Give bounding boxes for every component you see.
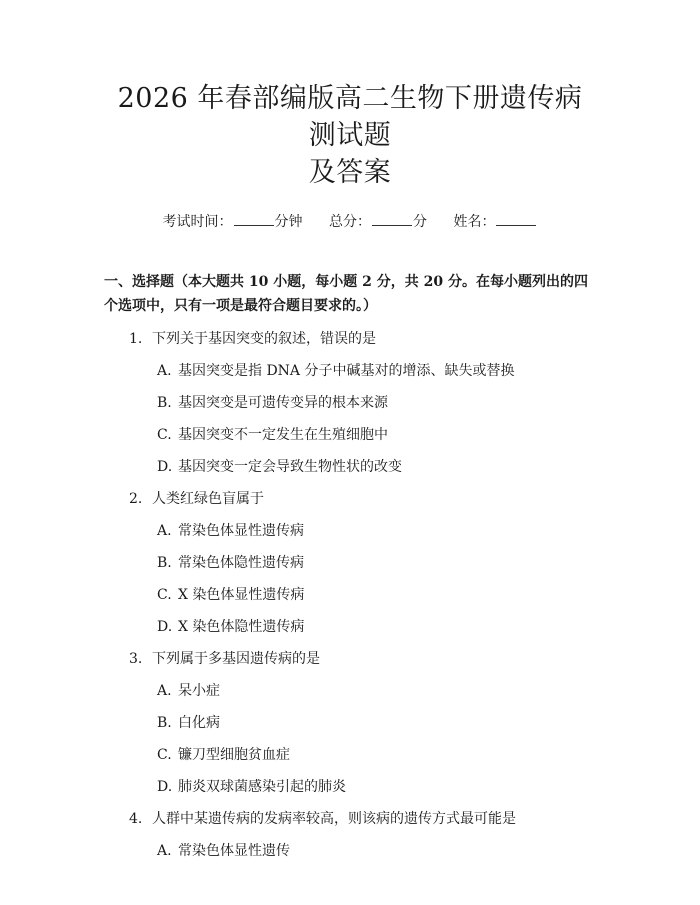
option-1-d[interactable] — [104, 457, 596, 478]
question-text: 人群中某遗传病的发病率较高，则该病的遗传方式最可能是 — [152, 811, 516, 827]
question-4 — [104, 809, 596, 830]
option-text: 常染色体显性遗传 — [178, 843, 290, 859]
option-letter: D. — [157, 459, 173, 475]
student-name-blank[interactable] — [496, 213, 536, 226]
option-text: X 染色体隐性遗传病 — [178, 619, 305, 635]
option-1-c[interactable] — [104, 425, 596, 446]
question-text: 下列关于基因突变的叙述，错误的是 — [152, 331, 376, 347]
option-text: 常染色体隐性遗传病 — [178, 555, 304, 571]
option-text: 白化病 — [178, 715, 220, 731]
student-name-label: 姓名： — [453, 214, 496, 230]
exam-time-blank[interactable] — [234, 213, 274, 226]
option-letter: C. — [157, 427, 172, 443]
student-name-field — [453, 212, 537, 232]
option-letter: C. — [157, 747, 172, 763]
question-3-options — [104, 681, 596, 798]
option-letter: A. — [157, 843, 172, 859]
question-1-options — [104, 361, 596, 478]
option-text: 基因突变不一定发生在生殖细胞中 — [178, 427, 388, 443]
option-3-b[interactable] — [104, 713, 596, 734]
exam-title-line-2: 及答案 — [308, 157, 392, 188]
exam-time-label: 考试时间： — [162, 214, 233, 230]
question-number: 3. — [129, 651, 143, 667]
option-letter: B. — [157, 715, 172, 731]
option-4-a[interactable] — [104, 841, 596, 862]
option-text: 镰刀型细胞贫血症 — [178, 747, 290, 763]
question-2 — [104, 489, 596, 510]
total-score-label: 总分： — [329, 214, 371, 230]
option-letter: C. — [157, 587, 172, 603]
option-3-a[interactable] — [104, 681, 596, 702]
option-text: X 染色体显性遗传病 — [178, 587, 305, 603]
section-heading: 一、选择题（本大题共 10 小题，每小题 2 分，共 20 分。在每小题列出的四个选项中，只有一项是最符合题目要求的。） — [104, 274, 588, 314]
exam-time-field — [163, 212, 303, 232]
option-1-b[interactable] — [104, 393, 596, 414]
question-4-options — [104, 841, 596, 862]
exam-time-unit: 分钟 — [274, 214, 303, 230]
exam-info-row — [104, 212, 596, 232]
question-text: 下列属于多基因遗传病的是 — [152, 651, 320, 667]
option-letter: B. — [157, 395, 172, 411]
option-text: 基因突变是可遗传变异的根本来源 — [178, 395, 388, 411]
option-3-c[interactable] — [104, 745, 596, 766]
question-text: 人类红绿色盲属于 — [152, 491, 264, 507]
question-1 — [104, 329, 596, 350]
option-text: 常染色体显性遗传病 — [178, 523, 304, 539]
option-letter: A. — [157, 363, 172, 379]
option-letter: D. — [157, 619, 173, 635]
option-text: 基因突变是指 DNA 分子中碱基对的增添、缺失或替换 — [178, 363, 515, 379]
total-score-unit: 分 — [413, 214, 427, 230]
option-2-c[interactable] — [104, 585, 596, 606]
question-number: 4. — [129, 811, 143, 827]
question-number: 2. — [129, 491, 143, 507]
option-letter: A. — [157, 683, 172, 699]
total-score-field — [329, 212, 427, 232]
option-2-d[interactable] — [104, 617, 596, 638]
question-list — [104, 329, 596, 862]
option-1-a[interactable] — [104, 361, 596, 382]
option-letter: B. — [157, 555, 172, 571]
option-3-d[interactable] — [104, 777, 596, 798]
exam-title-line-1: 2026 年春部编版高二生物下册遗传病测试题 — [117, 83, 583, 151]
option-2-b[interactable] — [104, 553, 596, 574]
option-text: 肺炎双球菌感染引起的肺炎 — [178, 779, 346, 795]
exam-title — [104, 0, 596, 191]
question-2-options — [104, 521, 596, 638]
option-letter: A. — [157, 523, 172, 539]
option-2-a[interactable] — [104, 521, 596, 542]
option-letter: D. — [157, 779, 173, 795]
total-score-blank[interactable] — [372, 213, 412, 226]
question-3 — [104, 649, 596, 670]
option-text: 基因突变一定会导致生物性状的改变 — [178, 459, 402, 475]
option-text: 呆小症 — [178, 683, 220, 699]
question-number: 1. — [129, 331, 143, 347]
